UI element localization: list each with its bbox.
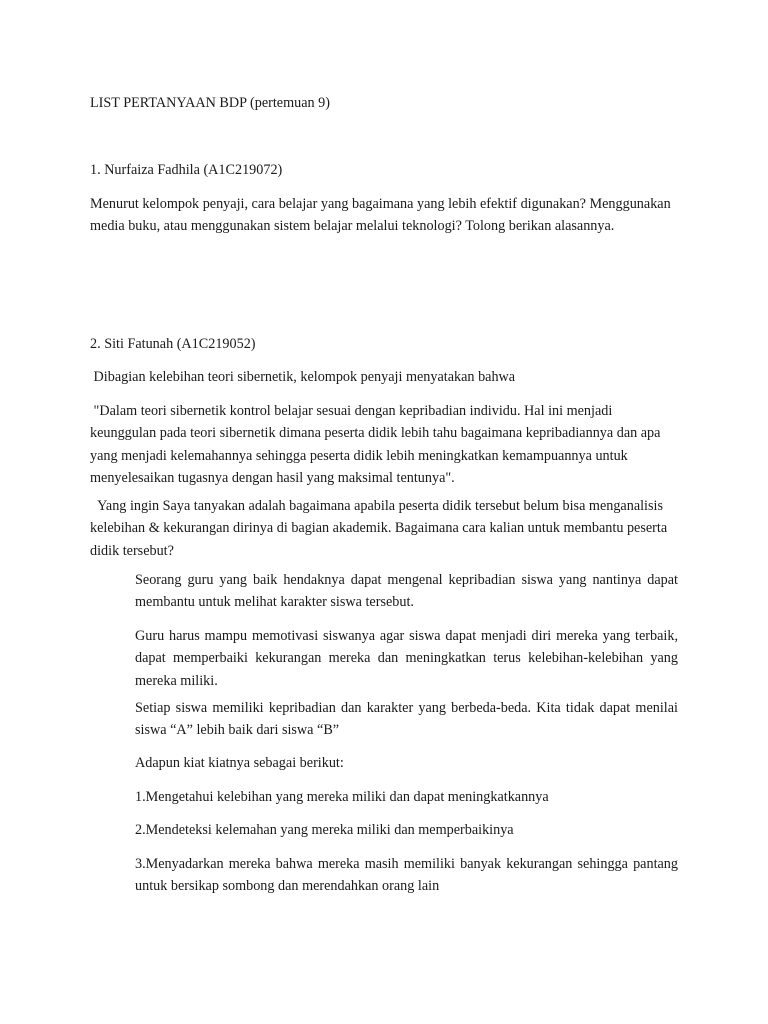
question-1-heading: 1. Nurfaiza Fadhila (A1C219072) — [90, 162, 283, 178]
answer-list-item: 1.Mengetahui kelebihan yang mereka miliki dan dapat meningkatkannya — [135, 789, 549, 805]
question-1-text: Menurut kelompok penyaji, cara belajar yang bagaimana yang lebih efektif digunakan? Menggunakan media buku, atau menggunakan sistem belajar melalui teknologi? Tolong berikan alasannya. — [90, 196, 671, 235]
answer-paragraph: Setiap siswa memiliki kepribadian dan karakter yang berbeda-beda. Kita tidak dapat menilai siswa “A” lebih baik dari siswa “B” — [135, 700, 678, 739]
answer-list-item: 2.Mendeteksi kelemahan yang mereka miliki dan memperbaikinya — [135, 822, 514, 838]
document-title: LIST PERTANYAAN BDP (pertemuan 9) — [90, 95, 330, 111]
answer-paragraph: Seorang guru yang baik hendaknya dapat mengenal kepribadian siswa yang nantinya dapat membantu untuk melihat karakter siswa tersebut. — [135, 572, 678, 611]
question-2-quote: "Dalam teori sibernetik kontrol belajar sesuai dengan kepribadian individu. Hal ini menjadi keunggulan pada teori sibernetik dimana peserta didik lebih tahu bagaimana kepribadiannya dan apa yang menjadi kelemahannya sehingga peserta didik lebih meningkatkan kemampuannya untuk menyelesaikan tugasnya dengan hasil yang maksimal tentunya". — [90, 403, 664, 487]
answer-list-item: 3.Menyadarkan mereka bahwa mereka masih memiliki banyak kekurangan sehingga pantang untuk bersikap sombong dan merendahkan orang lain — [135, 856, 678, 895]
question-2-heading: 2. Siti Fatunah (A1C219052) — [90, 336, 256, 352]
question-2-question: Yang ingin Saya tanyakan adalah bagaimana apabila peserta didik tersebut belum bisa menganalisis kelebihan & kekurangan dirinya di bagian akademik. Bagaimana cara kalian untuk membantu peserta didik tersebut? — [90, 498, 671, 559]
answer-paragraph: Guru harus mampu memotivasi siswanya agar siswa dapat menjadi diri mereka yang terbaik, dapat memperbaiki kekurangan mereka dan meningkatkan terus kelebihan-kelebihan yang mereka miliki. — [135, 628, 678, 689]
question-2-intro: Dibagian kelebihan teori sibernetik, kelompok penyaji menyatakan bahwa — [90, 369, 516, 385]
answer-paragraph: Adapun kiat kiatnya sebagai berikut: — [135, 755, 344, 771]
